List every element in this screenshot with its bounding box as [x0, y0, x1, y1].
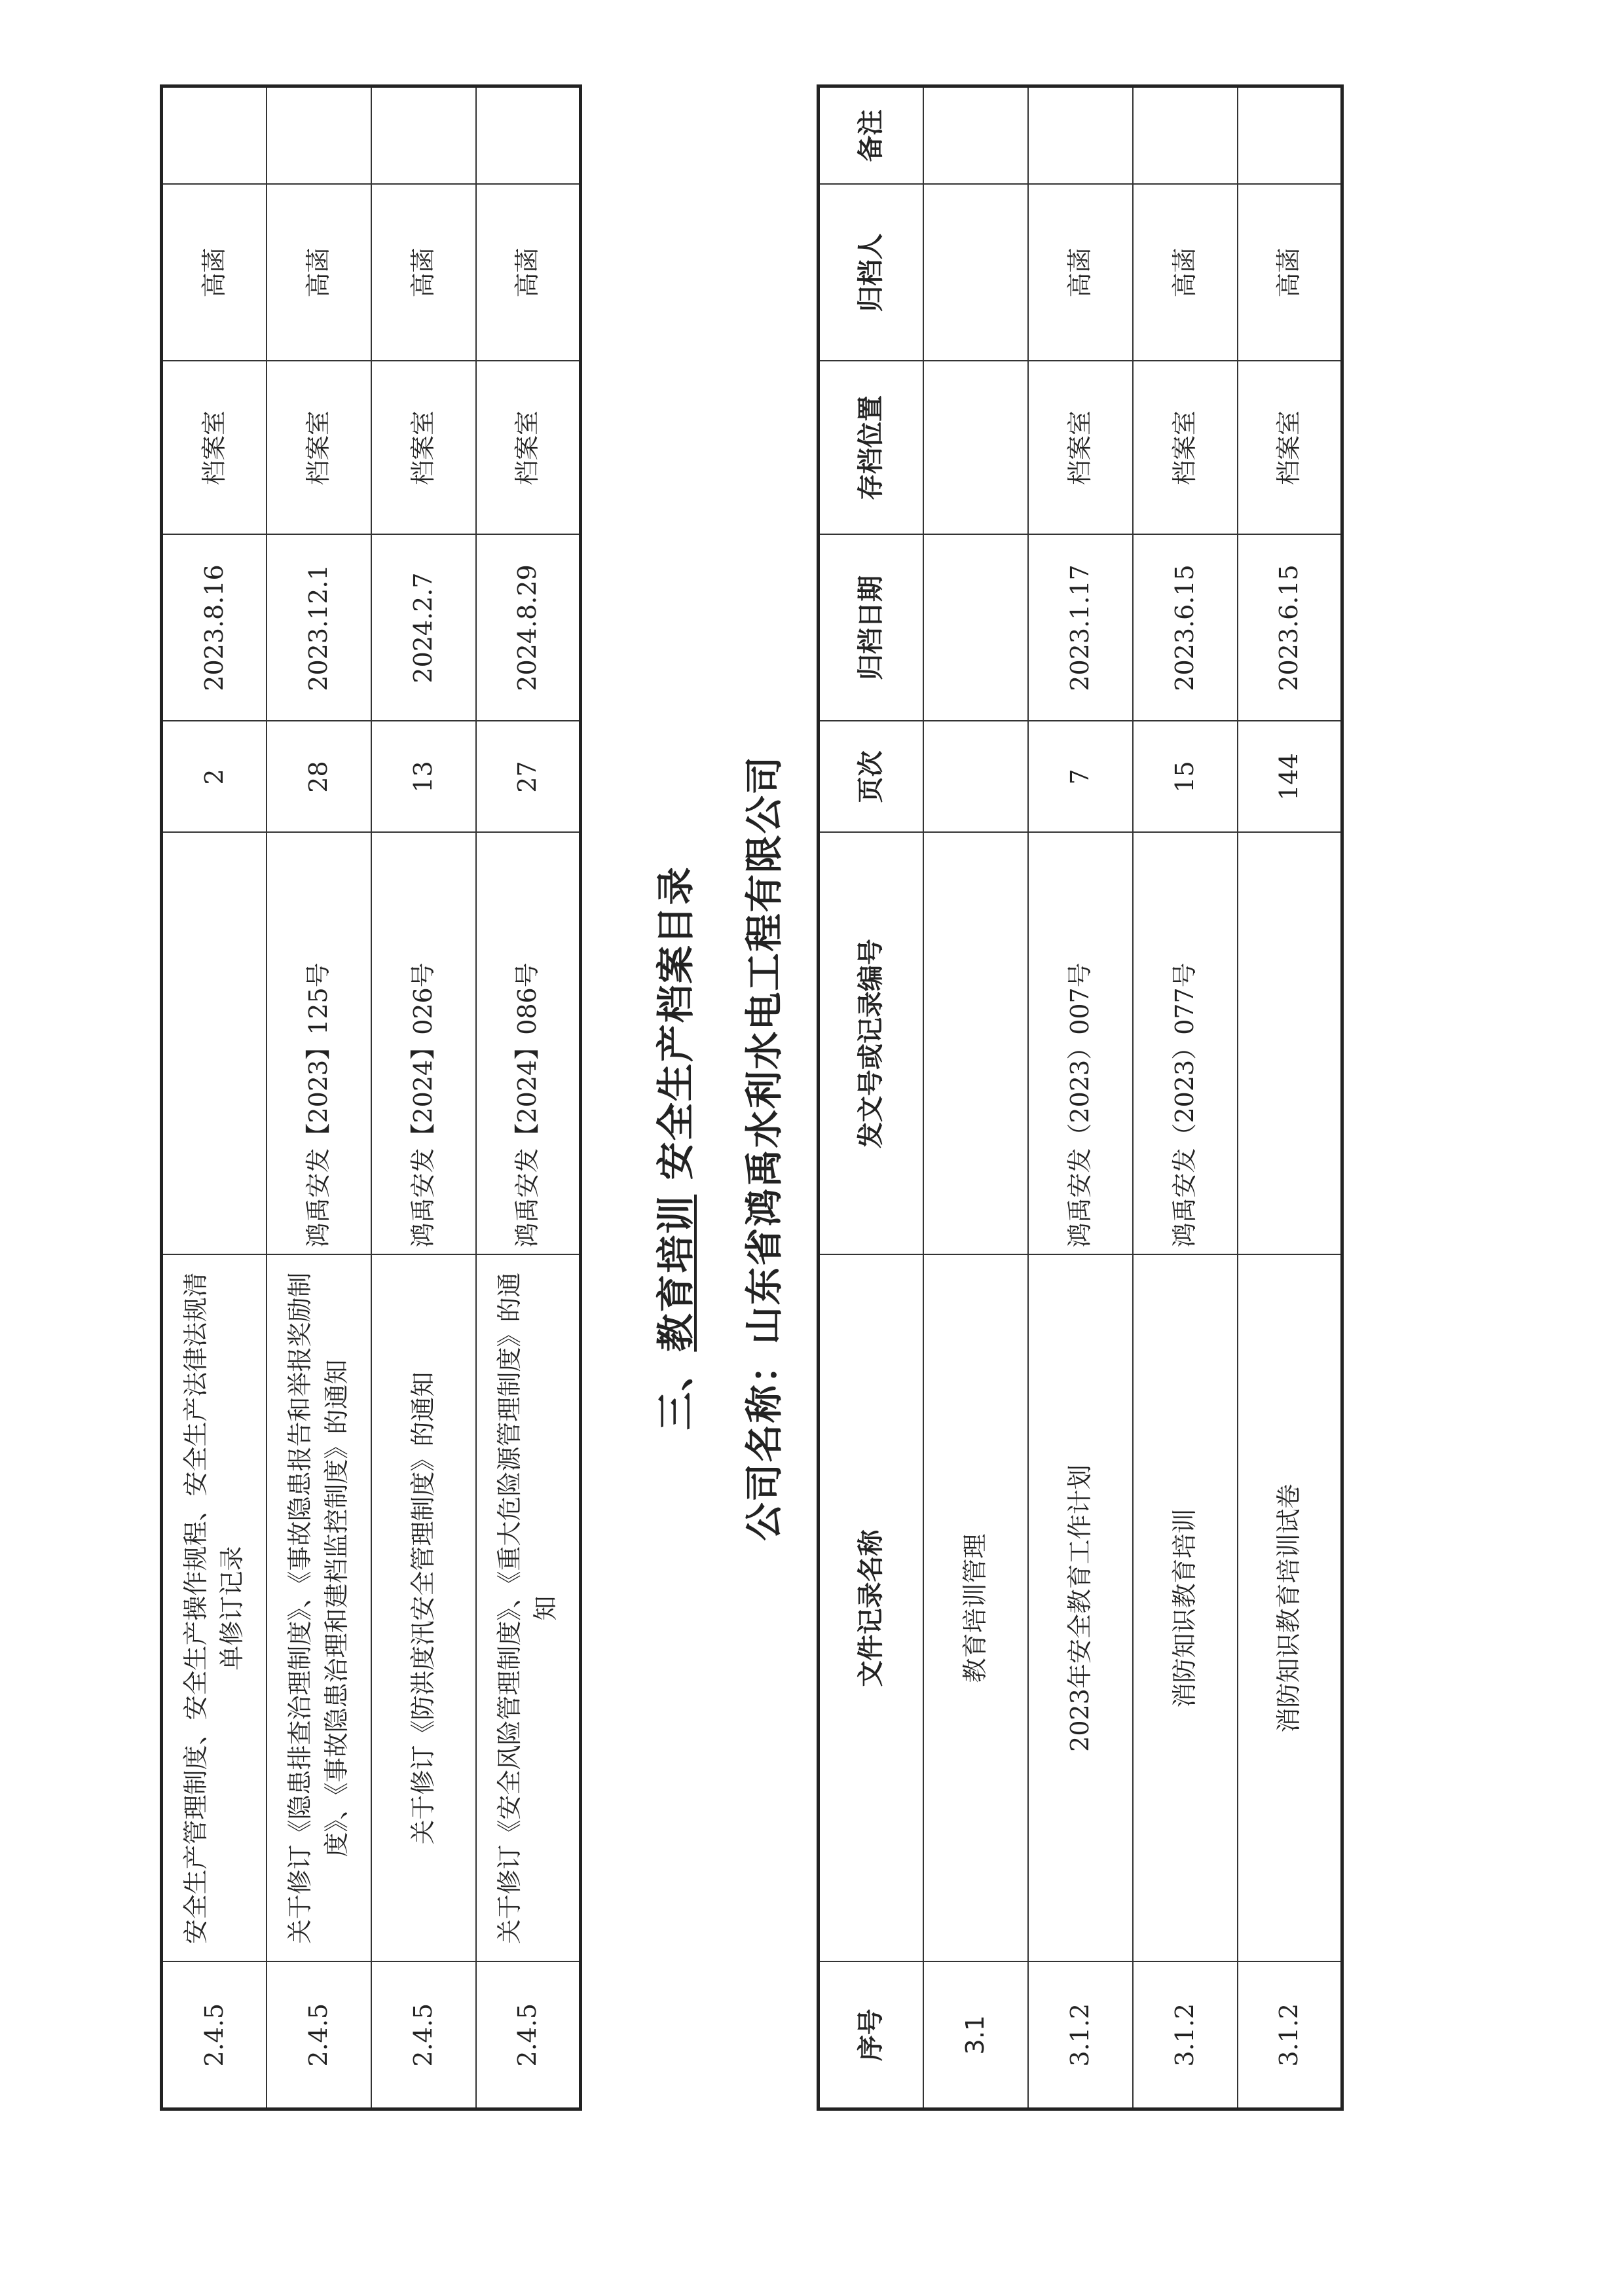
- pages-cell: 27: [476, 721, 581, 833]
- section-row: [923, 86, 1028, 2109]
- date-cell: 2024.2.7: [371, 535, 476, 721]
- archive-table-continued: [160, 84, 582, 2111]
- record-name-cell: 关于修订《隐患排查治理制度》、《事故隐患报告和举报奖励制度》、《事故隐患治理和建档监控制度》的通知: [267, 1255, 371, 1962]
- pages-cell: 2: [162, 721, 267, 833]
- seq-cell: 3.1.2: [1238, 1962, 1342, 2109]
- date-cell: 2023.1.17: [1028, 535, 1133, 721]
- archivist-cell: [923, 185, 1028, 361]
- pages-cell: 15: [1133, 721, 1238, 833]
- pages-cell: 144: [1238, 721, 1342, 833]
- pages-cell: 13: [371, 721, 476, 833]
- date-cell: 2023.8.16: [162, 535, 267, 721]
- pages-cell: 28: [267, 721, 371, 833]
- archivist-cell: 高菡: [267, 185, 371, 361]
- archivist-cell: 高菡: [1133, 185, 1238, 361]
- remark-cell: [162, 86, 267, 185]
- record-name-cell: 2023年安全教育工作计划: [1028, 1255, 1133, 1962]
- record-name-cell: 安全生产管理制度、安全生产操作规程、安全生产法律法规清单修订记录: [162, 1255, 267, 1962]
- table-row: [371, 86, 476, 2109]
- doc-no-cell: 鸿禹安发（2023）077号: [1133, 833, 1238, 1255]
- doc-no-cell: 鸿禹安发（2023）007号: [1028, 833, 1133, 1255]
- date-cell: 2024.8.29: [476, 535, 581, 721]
- table-header-row: [819, 86, 923, 2109]
- location-cell: 档案室: [267, 361, 371, 535]
- record-name-cell: 消防知识教育培训: [1133, 1255, 1238, 1962]
- location-cell: 档案室: [476, 361, 581, 535]
- remark-cell: [923, 86, 1028, 185]
- location-cell: 档案室: [162, 361, 267, 535]
- header-seq: 序号: [819, 1962, 923, 2109]
- table-row: [1133, 86, 1238, 2109]
- seq-cell: 3.1.2: [1133, 1962, 1238, 2109]
- location-cell: [923, 361, 1028, 535]
- company-label: 公司名称：: [742, 1344, 786, 1541]
- seq-cell: 3.1.2: [1028, 1962, 1133, 2109]
- record-name-cell: 关于修订《防洪度汛安全管理制度》的通知: [371, 1255, 476, 1962]
- seq-cell: 2.4.5: [371, 1962, 476, 2109]
- seq-cell: 3.1: [923, 1962, 1028, 2109]
- doc-no-cell: [162, 833, 267, 1255]
- remark-cell: [1133, 86, 1238, 185]
- section-topic: 教育培训: [654, 1194, 698, 1352]
- pages-cell: [923, 721, 1028, 833]
- section-number: 三、: [654, 1351, 698, 1430]
- header-doc-no: 发文号或记录编号: [819, 833, 923, 1255]
- remark-cell: [1238, 86, 1342, 185]
- company-name-line: [733, 0, 788, 2296]
- section-title: [645, 0, 700, 2296]
- header-location: 存档位置: [819, 361, 923, 535]
- header-record-name: 文件记录名称: [819, 1255, 923, 1962]
- table-row: [1028, 86, 1133, 2109]
- header-date: 归档日期: [819, 535, 923, 721]
- date-cell: [923, 535, 1028, 721]
- header-remark: 备注: [819, 86, 923, 185]
- location-cell: 档案室: [371, 361, 476, 535]
- seq-cell: 2.4.5: [267, 1962, 371, 2109]
- remark-cell: [371, 86, 476, 185]
- archivist-cell: 高菡: [371, 185, 476, 361]
- table-row: [162, 86, 267, 2109]
- education-training-archive-table: [817, 84, 1344, 2111]
- archivist-cell: 高菡: [1238, 185, 1342, 361]
- table-row: [1238, 86, 1342, 2109]
- table-row: [267, 86, 371, 2109]
- seq-cell: 2.4.5: [162, 1962, 267, 2109]
- archivist-cell: 高菡: [1028, 185, 1133, 361]
- archivist-cell: 高菡: [162, 185, 267, 361]
- doc-no-cell: [923, 833, 1028, 1255]
- remark-cell: [267, 86, 371, 185]
- location-cell: 档案室: [1028, 361, 1133, 535]
- doc-no-cell: 鸿禹安发【2023】125号: [267, 833, 371, 1255]
- header-archivist: 归档人: [819, 185, 923, 361]
- date-cell: 2023.6.15: [1238, 535, 1342, 721]
- pages-cell: 7: [1028, 721, 1133, 833]
- remark-cell: [476, 86, 581, 185]
- doc-no-cell: 鸿禹安发【2024】086号: [476, 833, 581, 1255]
- doc-no-cell: 鸿禹安发【2024】026号: [371, 833, 476, 1255]
- record-name-cell: 教育培训管理: [923, 1255, 1028, 1962]
- date-cell: 2023.6.15: [1133, 535, 1238, 721]
- record-name-cell: 消防知识教育培训试卷: [1238, 1255, 1342, 1962]
- header-pages: 页次: [819, 721, 923, 833]
- section-subtitle: 安全生产档案目录: [654, 866, 698, 1180]
- location-cell: 档案室: [1133, 361, 1238, 535]
- doc-no-cell: [1238, 833, 1342, 1255]
- location-cell: 档案室: [1238, 361, 1342, 535]
- archivist-cell: 高菡: [476, 185, 581, 361]
- record-name-cell: 关于修订《安全风险管理制度》、《重大危险源管理制度》的通知: [476, 1255, 581, 1962]
- table-row: [476, 86, 581, 2109]
- remark-cell: [1028, 86, 1133, 185]
- seq-cell: 2.4.5: [476, 1962, 581, 2109]
- date-cell: 2023.12.1: [267, 535, 371, 721]
- company-name: 山东省鸿禹水利水电工程有限公司: [742, 755, 786, 1345]
